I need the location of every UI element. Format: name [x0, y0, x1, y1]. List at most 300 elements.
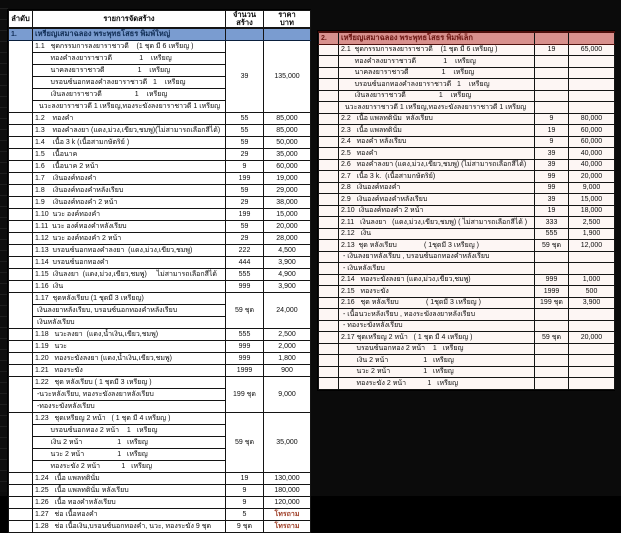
item-quantity: 199 — [226, 208, 264, 220]
table-row — [319, 263, 615, 275]
row-no-blank — [9, 496, 33, 508]
row-no-blank — [9, 172, 33, 184]
section-title: เหรียญเสมาฉลอง พระพุทธโสธร พิมพ์ใหญ่ — [33, 28, 226, 41]
table-row — [319, 320, 615, 332]
item-price: 50,000 — [264, 136, 311, 148]
item-description-subline: นวะลงยาราชาวดี 1 เหรียญ,ทองระฆังลงยาราชาวดี 1 เหรียญ — [339, 102, 535, 114]
item-price-blank — [569, 366, 615, 378]
price-header-line1: ราคา — [278, 10, 296, 19]
section-price-blank — [264, 28, 311, 41]
table-row — [319, 194, 615, 206]
item-price: 1,900 — [569, 228, 615, 240]
item-quantity: 19 — [535, 44, 569, 56]
row-no-blank — [9, 196, 33, 208]
item-price-blank — [569, 378, 615, 390]
item-price: 1,000 — [569, 274, 615, 286]
item-price: 15,000 — [264, 208, 311, 220]
table-row — [9, 124, 311, 136]
item-description: 1.24 เนื้อ แพลทตินั่ม — [33, 472, 226, 484]
item-description: 2.13 ชุด หลังเรียบ ( 1ชุดมี 3 เหรียญ ) — [339, 240, 535, 252]
row-no-blank — [9, 40, 33, 112]
item-description: 1.1 ชุดกรรมการลงยาราชาวดี (1 ชุด มี 6 เหรียญ ) — [33, 40, 226, 52]
item-description-subline: บรอนซ์นอกทอง 2 หน้า 1 เหรียญ — [339, 343, 535, 355]
row-no-blank — [9, 364, 33, 376]
table-row — [319, 286, 615, 298]
item-price-blank — [569, 56, 615, 68]
col-header-qty — [226, 11, 264, 28]
item-price: 3,900 — [569, 297, 615, 309]
table-row — [319, 251, 615, 263]
item-quantity-blank — [535, 251, 569, 263]
row-no-blank — [9, 484, 33, 496]
item-price: 1,800 — [264, 352, 311, 364]
item-description: 2.3 เนื้อ แพลทตินั่ม — [339, 125, 535, 137]
item-description: 2.11 เงินลงยา (แดง,ม่วง,เขียว,ชมพู) ( ไม่สามารถเลือกสีได้ ) — [339, 217, 535, 229]
table-row — [319, 67, 615, 79]
row-no-blank — [319, 217, 339, 229]
row-no-blank — [319, 378, 339, 390]
item-price-blank — [569, 263, 615, 275]
item-description-subline: นวะลงยาราชาวดี 1 เหรียญ,ทองระฆังลงยาราชาวดี 1 เหรียญ — [33, 100, 226, 112]
item-description: 2.14 ทองระฆังลงยา (แดง,ม่วง,เขียว,ชมพู) — [339, 274, 535, 286]
row-no-blank — [9, 136, 33, 148]
item-description: 1.10 นวะ องค์ทองคำ — [33, 208, 226, 220]
table-row — [9, 244, 311, 256]
item-quantity: 9 — [226, 160, 264, 172]
item-description-subline: เงินลงยาราชาวดี 1 เหรียญ — [339, 90, 535, 102]
item-description: 1.17 ชุดหลังเรียบ (1 ชุดมี 3 เหรียญ) — [33, 292, 226, 304]
item-description: 2.2 เนื้อ แพลทตินั่ม หลังเรียบ — [339, 113, 535, 125]
item-description: 2.12 เงิน — [339, 228, 535, 240]
item-price: 80,000 — [569, 113, 615, 125]
row-no-blank — [9, 208, 33, 220]
item-price: 85,000 — [264, 112, 311, 124]
price-table-large-mold — [8, 10, 310, 533]
item-description-subline: นาคลงยาราชาวดี 1 เหรียญ — [339, 67, 535, 79]
section-price-blank — [569, 32, 615, 44]
table-row — [319, 44, 615, 56]
item-description: 2.17 ชุดเหรียญ 2 หน้า ( 1 ชุด มี 4 เหรียญ ) — [339, 332, 535, 344]
table-row — [9, 196, 311, 208]
section-qty-blank — [535, 32, 569, 44]
item-quantity: 55 — [226, 124, 264, 136]
table-row — [9, 280, 311, 292]
row-no-blank — [9, 220, 33, 232]
table-row — [9, 376, 311, 388]
row-no-blank — [319, 309, 339, 321]
item-quantity: 199 ชุด — [535, 297, 569, 309]
item-quantity-blank — [535, 320, 569, 332]
row-no-blank — [319, 332, 339, 344]
item-price: 3,900 — [264, 256, 311, 268]
item-description-subline: บรอนซ์นอกทอง 2 หน้า 1 เหรียญ — [33, 424, 226, 436]
header-row — [9, 11, 311, 28]
item-quantity-blank — [535, 378, 569, 390]
item-description-subline: ทองคำลงยาราชาวดี 1 เหรียญ — [339, 56, 535, 68]
table-row — [9, 136, 311, 148]
item-quantity-blank — [535, 355, 569, 367]
item-quantity: 555 — [535, 228, 569, 240]
item-price-blank — [569, 79, 615, 91]
table-row — [9, 232, 311, 244]
item-price: 15,000 — [569, 194, 615, 206]
row-no-blank — [9, 376, 33, 412]
item-description: 1.22 ชุด หลังเรียบ ( 1 ชุดมี 3 เหรียญ ) — [33, 376, 226, 388]
small-mold-table — [318, 31, 615, 390]
item-price-blank — [569, 90, 615, 102]
table-row — [9, 256, 311, 268]
row-no-blank — [9, 268, 33, 280]
item-description: 1.6 เนื้อนาค 2 หน้า — [33, 160, 226, 172]
item-quantity: 39 — [226, 40, 264, 112]
row-no-blank — [319, 343, 339, 355]
item-quantity: 59 — [226, 220, 264, 232]
table-row — [9, 148, 311, 160]
item-description: 2.5 ทองคำ — [339, 148, 535, 160]
item-description: 1.26 เนื้อ ทองคำหลังเรียบ — [33, 496, 226, 508]
item-price: 9,000 — [569, 182, 615, 194]
item-description: 1.3 ทองคำลงยา (แดง,ม่วง,เขียว,ชมพู)(ไม่สามารถเลือกสีได้) — [33, 124, 226, 136]
table-row — [9, 184, 311, 196]
item-quantity: 19 — [226, 472, 264, 484]
row-no-blank — [319, 194, 339, 206]
section-number: 1. — [9, 28, 33, 41]
row-no-blank — [319, 148, 339, 160]
row-no-blank — [9, 148, 33, 160]
item-price: 3,900 — [264, 280, 311, 292]
item-price: 60,000 — [569, 136, 615, 148]
item-quantity: 1999 — [226, 364, 264, 376]
col-header-item: รายการจัดสร้าง — [33, 11, 226, 28]
item-price: 4,900 — [264, 268, 311, 280]
item-quantity: 29 — [226, 148, 264, 160]
item-description: 2.6 ทองคำลงยา (แดง,ม่วง,เขียว,ชมพู) (ไม่สามารถเลือกสีได้) — [339, 159, 535, 171]
item-price: 4,500 — [264, 244, 311, 256]
item-price: 135,000 — [264, 40, 311, 112]
item-description-subline: - เงินลงยาหลังเรียบ , บรอนซ์นอกทองคำหลังเรียบ — [339, 251, 535, 263]
item-description: 1.11 นวะ องค์ทองคำหลังเรียบ — [33, 220, 226, 232]
item-description-subline: เงินลงยาราชาวดี 1 เหรียญ — [33, 88, 226, 100]
row-no-blank — [9, 520, 33, 532]
item-description: 2.9 เงินองค์ทองคำหลังเรียบ — [339, 194, 535, 206]
table-row — [9, 172, 311, 184]
item-price: 28,000 — [264, 232, 311, 244]
large-mold-table — [8, 10, 311, 533]
table-row — [9, 208, 311, 220]
row-no-blank — [319, 366, 339, 378]
item-description-subline: เงิน 2 หน้า 1 เหรียญ — [339, 355, 535, 367]
table-row — [9, 352, 311, 364]
row-no-blank — [319, 136, 339, 148]
item-quantity-blank — [535, 263, 569, 275]
table-row — [9, 328, 311, 340]
item-quantity-blank — [535, 56, 569, 68]
item-description: 2.16 ชุด หลังเรียบ ( 1ชุดมี 3 เหรียญ ) — [339, 297, 535, 309]
item-price: 29,000 — [264, 184, 311, 196]
item-quantity: 199 — [226, 172, 264, 184]
item-quantity: 59 — [226, 136, 264, 148]
item-description: 2.1 ชุดกรรมการลงยาราชาวดี (1 ชุด มี 6 เหรียญ ) — [339, 44, 535, 56]
item-price: 40,000 — [569, 159, 615, 171]
item-price: 19,000 — [264, 172, 311, 184]
item-quantity: 39 — [535, 159, 569, 171]
item-quantity: 9 — [226, 496, 264, 508]
item-price: 120,000 — [264, 496, 311, 508]
item-price: 35,000 — [264, 412, 311, 472]
item-price: 2,500 — [264, 328, 311, 340]
table-row — [319, 240, 615, 252]
item-price: 2,500 — [569, 217, 615, 229]
item-description: 2.7 เนื้อ 3 k. (เนื้อสามกษัตริย์) — [339, 171, 535, 183]
item-description-subline: เงินลงยาหลังเรียบ, บรอนซ์นอกทองคำหลังเรียบ — [33, 304, 226, 316]
table-row — [9, 112, 311, 124]
table-row — [319, 171, 615, 183]
item-description-subline: ทองระฆัง 2 หน้า 1 เหรียญ — [33, 460, 226, 472]
row-no-blank — [9, 280, 33, 292]
item-description: 1.15 เงินลงยา (แดง,ม่วง,เขียว,ชมพู) ไม่สามารถเลือกสีได้ — [33, 268, 226, 280]
item-price: 20,000 — [569, 171, 615, 183]
item-quantity: 444 — [226, 256, 264, 268]
row-no-blank — [319, 355, 339, 367]
item-price: 60,000 — [569, 125, 615, 137]
table-row — [319, 148, 615, 160]
item-price-blank — [569, 343, 615, 355]
item-quantity: 199 ชุด — [226, 376, 264, 412]
item-quantity: 9 — [535, 113, 569, 125]
section-qty-blank — [226, 28, 264, 41]
item-quantity-blank — [535, 343, 569, 355]
item-description-subline: นวะ 2 หน้า 1 เหรียญ — [339, 366, 535, 378]
row-no-blank — [9, 472, 33, 484]
item-quantity: 999 — [226, 352, 264, 364]
row-no-blank — [9, 112, 33, 124]
item-quantity: 9 — [226, 484, 264, 496]
table-row — [9, 496, 311, 508]
row-no-blank — [319, 274, 339, 286]
item-description-subline: นวะ 2 หน้า 1 เหรียญ — [33, 448, 226, 460]
table-row — [319, 79, 615, 91]
item-quantity: 29 — [226, 232, 264, 244]
row-no-blank — [319, 113, 339, 125]
item-quantity: 55 — [226, 112, 264, 124]
price-table-small-mold — [318, 31, 614, 390]
table-row — [319, 125, 615, 137]
table-row — [319, 136, 615, 148]
item-price: โทรถาม — [264, 508, 311, 520]
item-price: 35,000 — [264, 148, 311, 160]
row-no-blank — [9, 256, 33, 268]
item-description: 1.28 ช่อ เนื้อเงิน,บรอนซ์นอกทองคำ, นวะ, ทองระฆัง 9 ชุด — [33, 520, 226, 532]
table-row — [9, 340, 311, 352]
row-no-blank — [9, 184, 33, 196]
item-description-subline: -นวะหลังเรียบ, ทองระฆังลงยาหลังเรียบ — [33, 388, 226, 400]
item-price: 180,000 — [264, 484, 311, 496]
table-row — [9, 484, 311, 496]
item-quantity: 19 — [535, 205, 569, 217]
row-no-blank — [319, 102, 339, 114]
row-no-blank — [9, 244, 33, 256]
table-row — [319, 297, 615, 309]
item-description: 1.25 เนื้อ แพลทตินั่ม หลังเรียบ — [33, 484, 226, 496]
row-no-blank — [9, 412, 33, 472]
item-description-subline: - เงินหลังเรียบ — [339, 263, 535, 275]
item-quantity: 999 — [226, 280, 264, 292]
item-quantity: 59 ชุด — [535, 240, 569, 252]
table-row — [9, 160, 311, 172]
item-price: 500 — [569, 286, 615, 298]
row-no-blank — [9, 352, 33, 364]
item-description: 1.19 นวะ — [33, 340, 226, 352]
item-price: 40,000 — [569, 148, 615, 160]
table-row — [319, 309, 615, 321]
row-no-blank — [319, 56, 339, 68]
table-row — [319, 102, 615, 114]
table-row — [9, 364, 311, 376]
item-description-subline: นาคลงยาราชาวดี 1 เหรียญ — [33, 64, 226, 76]
item-quantity-blank — [535, 67, 569, 79]
item-quantity: 39 — [535, 148, 569, 160]
item-quantity-blank — [535, 90, 569, 102]
item-description: 1.23 ชุดเหรียญ 2 หน้า ( 1 ชุด มี 4 เหรียญ ) — [33, 412, 226, 424]
item-description: 1.18 นวะลงยา (แดง,น้ำเงิน,เขียว,ชมพู) — [33, 328, 226, 340]
row-no-blank — [319, 320, 339, 332]
table-row — [9, 292, 311, 304]
table-row — [319, 228, 615, 240]
row-no-blank — [319, 286, 339, 298]
item-quantity: 39 — [535, 194, 569, 206]
item-price: 20,000 — [569, 332, 615, 344]
row-no-blank — [319, 90, 339, 102]
item-description: 1.27 ช่อ เนื้อทองคำ — [33, 508, 226, 520]
item-quantity: 9 — [535, 136, 569, 148]
item-quantity-blank — [535, 102, 569, 114]
spreadsheet-edge-stripes — [0, 8, 8, 492]
table-row — [319, 113, 615, 125]
table-row — [9, 508, 311, 520]
item-price-blank — [569, 67, 615, 79]
qty-header-line2: สร้าง — [236, 17, 253, 27]
item-quantity: 99 — [535, 171, 569, 183]
item-quantity: 59 ชุด — [226, 292, 264, 328]
item-price: 900 — [264, 364, 311, 376]
row-no-blank — [9, 328, 33, 340]
price-header-line2: บาท — [280, 17, 294, 27]
item-description: 1.12 นวะ องค์ทองคำ 2 หน้า — [33, 232, 226, 244]
row-no-blank — [319, 240, 339, 252]
item-quantity: 59 — [226, 184, 264, 196]
col-header-price — [264, 11, 311, 28]
item-price: โทรถาม — [264, 520, 311, 532]
table-row — [319, 90, 615, 102]
item-quantity-blank — [535, 366, 569, 378]
item-price: 60,000 — [264, 160, 311, 172]
item-quantity: 59 ชุด — [226, 412, 264, 472]
item-description: 1.2 ทองคำ — [33, 112, 226, 124]
item-quantity: 99 — [535, 182, 569, 194]
item-quantity: 999 — [226, 340, 264, 352]
table-row — [319, 56, 615, 68]
section-number: 2. — [319, 32, 339, 44]
table-row — [319, 366, 615, 378]
item-quantity: 5 — [226, 508, 264, 520]
item-quantity: 222 — [226, 244, 264, 256]
row-no-blank — [9, 292, 33, 328]
row-no-blank — [9, 124, 33, 136]
item-price: 65,000 — [569, 44, 615, 56]
item-price: 24,000 — [264, 292, 311, 328]
row-no-blank — [9, 508, 33, 520]
row-no-blank — [319, 205, 339, 217]
item-description: 1.8 เงินองค์ทองคำหลังเรียบ — [33, 184, 226, 196]
item-quantity: 333 — [535, 217, 569, 229]
item-price: 20,000 — [264, 220, 311, 232]
section-header-row — [9, 28, 311, 41]
section-header-row — [319, 32, 615, 44]
row-no-blank — [319, 251, 339, 263]
item-description-subline: เงินหลังเรียบ — [33, 316, 226, 328]
item-quantity: 19 — [535, 125, 569, 137]
row-no-blank — [9, 340, 33, 352]
table-row — [319, 274, 615, 286]
qty-header-line1: จำนวน — [232, 10, 257, 19]
item-quantity: 999 — [535, 274, 569, 286]
table-row — [319, 378, 615, 390]
item-price-blank — [569, 355, 615, 367]
table-row — [319, 159, 615, 171]
item-description: 1.14 บรอนซ์นอกทองคำ — [33, 256, 226, 268]
section-title: เหรียญเสมาฉลอง พระพุทธโสธร พิมพ์เล็ก — [339, 32, 535, 44]
item-description-subline: บรอนซ์นอกทองคำลงยาราชาวดี 1 เหรียญ — [33, 76, 226, 88]
row-no-blank — [319, 263, 339, 275]
row-no-blank — [319, 297, 339, 309]
table-row — [319, 343, 615, 355]
table-row — [319, 332, 615, 344]
item-description: 2.4 ทองคำ หลังเรียบ — [339, 136, 535, 148]
table-row — [9, 472, 311, 484]
item-description: 2.10 เงินองค์ทองคำ 2 หน้า — [339, 205, 535, 217]
item-description-subline: - เนื้อนวะหลังเรียบ , ทองระฆังลงยาหลังเรียบ — [339, 309, 535, 321]
item-price: 9,000 — [264, 376, 311, 412]
item-price-blank — [569, 320, 615, 332]
item-description: 1.5 เนื้อนาค — [33, 148, 226, 160]
item-description-subline: ทองคำลงยาราชาวดี 1 เหรียญ — [33, 52, 226, 64]
item-quantity: 1999 — [535, 286, 569, 298]
row-no-blank — [319, 171, 339, 183]
item-price: 12,000 — [569, 240, 615, 252]
item-description: 1.9 เงินองค์ทองคำ 2 หน้า — [33, 196, 226, 208]
row-no-blank — [319, 79, 339, 91]
item-quantity: 59 ชุด — [535, 332, 569, 344]
table-row — [9, 520, 311, 532]
item-price-blank — [569, 251, 615, 263]
table-row — [319, 355, 615, 367]
item-price: 130,000 — [264, 472, 311, 484]
item-description: 1.7 เงินองค์ทองคำ — [33, 172, 226, 184]
item-description-subline: -ทองระฆังหลังเรียบ — [33, 400, 226, 412]
item-description-subline: ทองระฆัง 2 หน้า 1 เหรียญ — [339, 378, 535, 390]
item-price: 18,000 — [569, 205, 615, 217]
item-price-blank — [569, 102, 615, 114]
item-description: 2.15 ทองระฆัง — [339, 286, 535, 298]
item-quantity: 9 ชุด — [226, 520, 264, 532]
row-no-blank — [319, 125, 339, 137]
row-no-blank — [319, 182, 339, 194]
item-description: 1.4 เนื้อ 3 k (เนื้อสามกษัตริย์ ) — [33, 136, 226, 148]
row-no-blank — [319, 228, 339, 240]
item-price: 85,000 — [264, 124, 311, 136]
item-description: 1.16 เงิน — [33, 280, 226, 292]
item-price: 2,000 — [264, 340, 311, 352]
